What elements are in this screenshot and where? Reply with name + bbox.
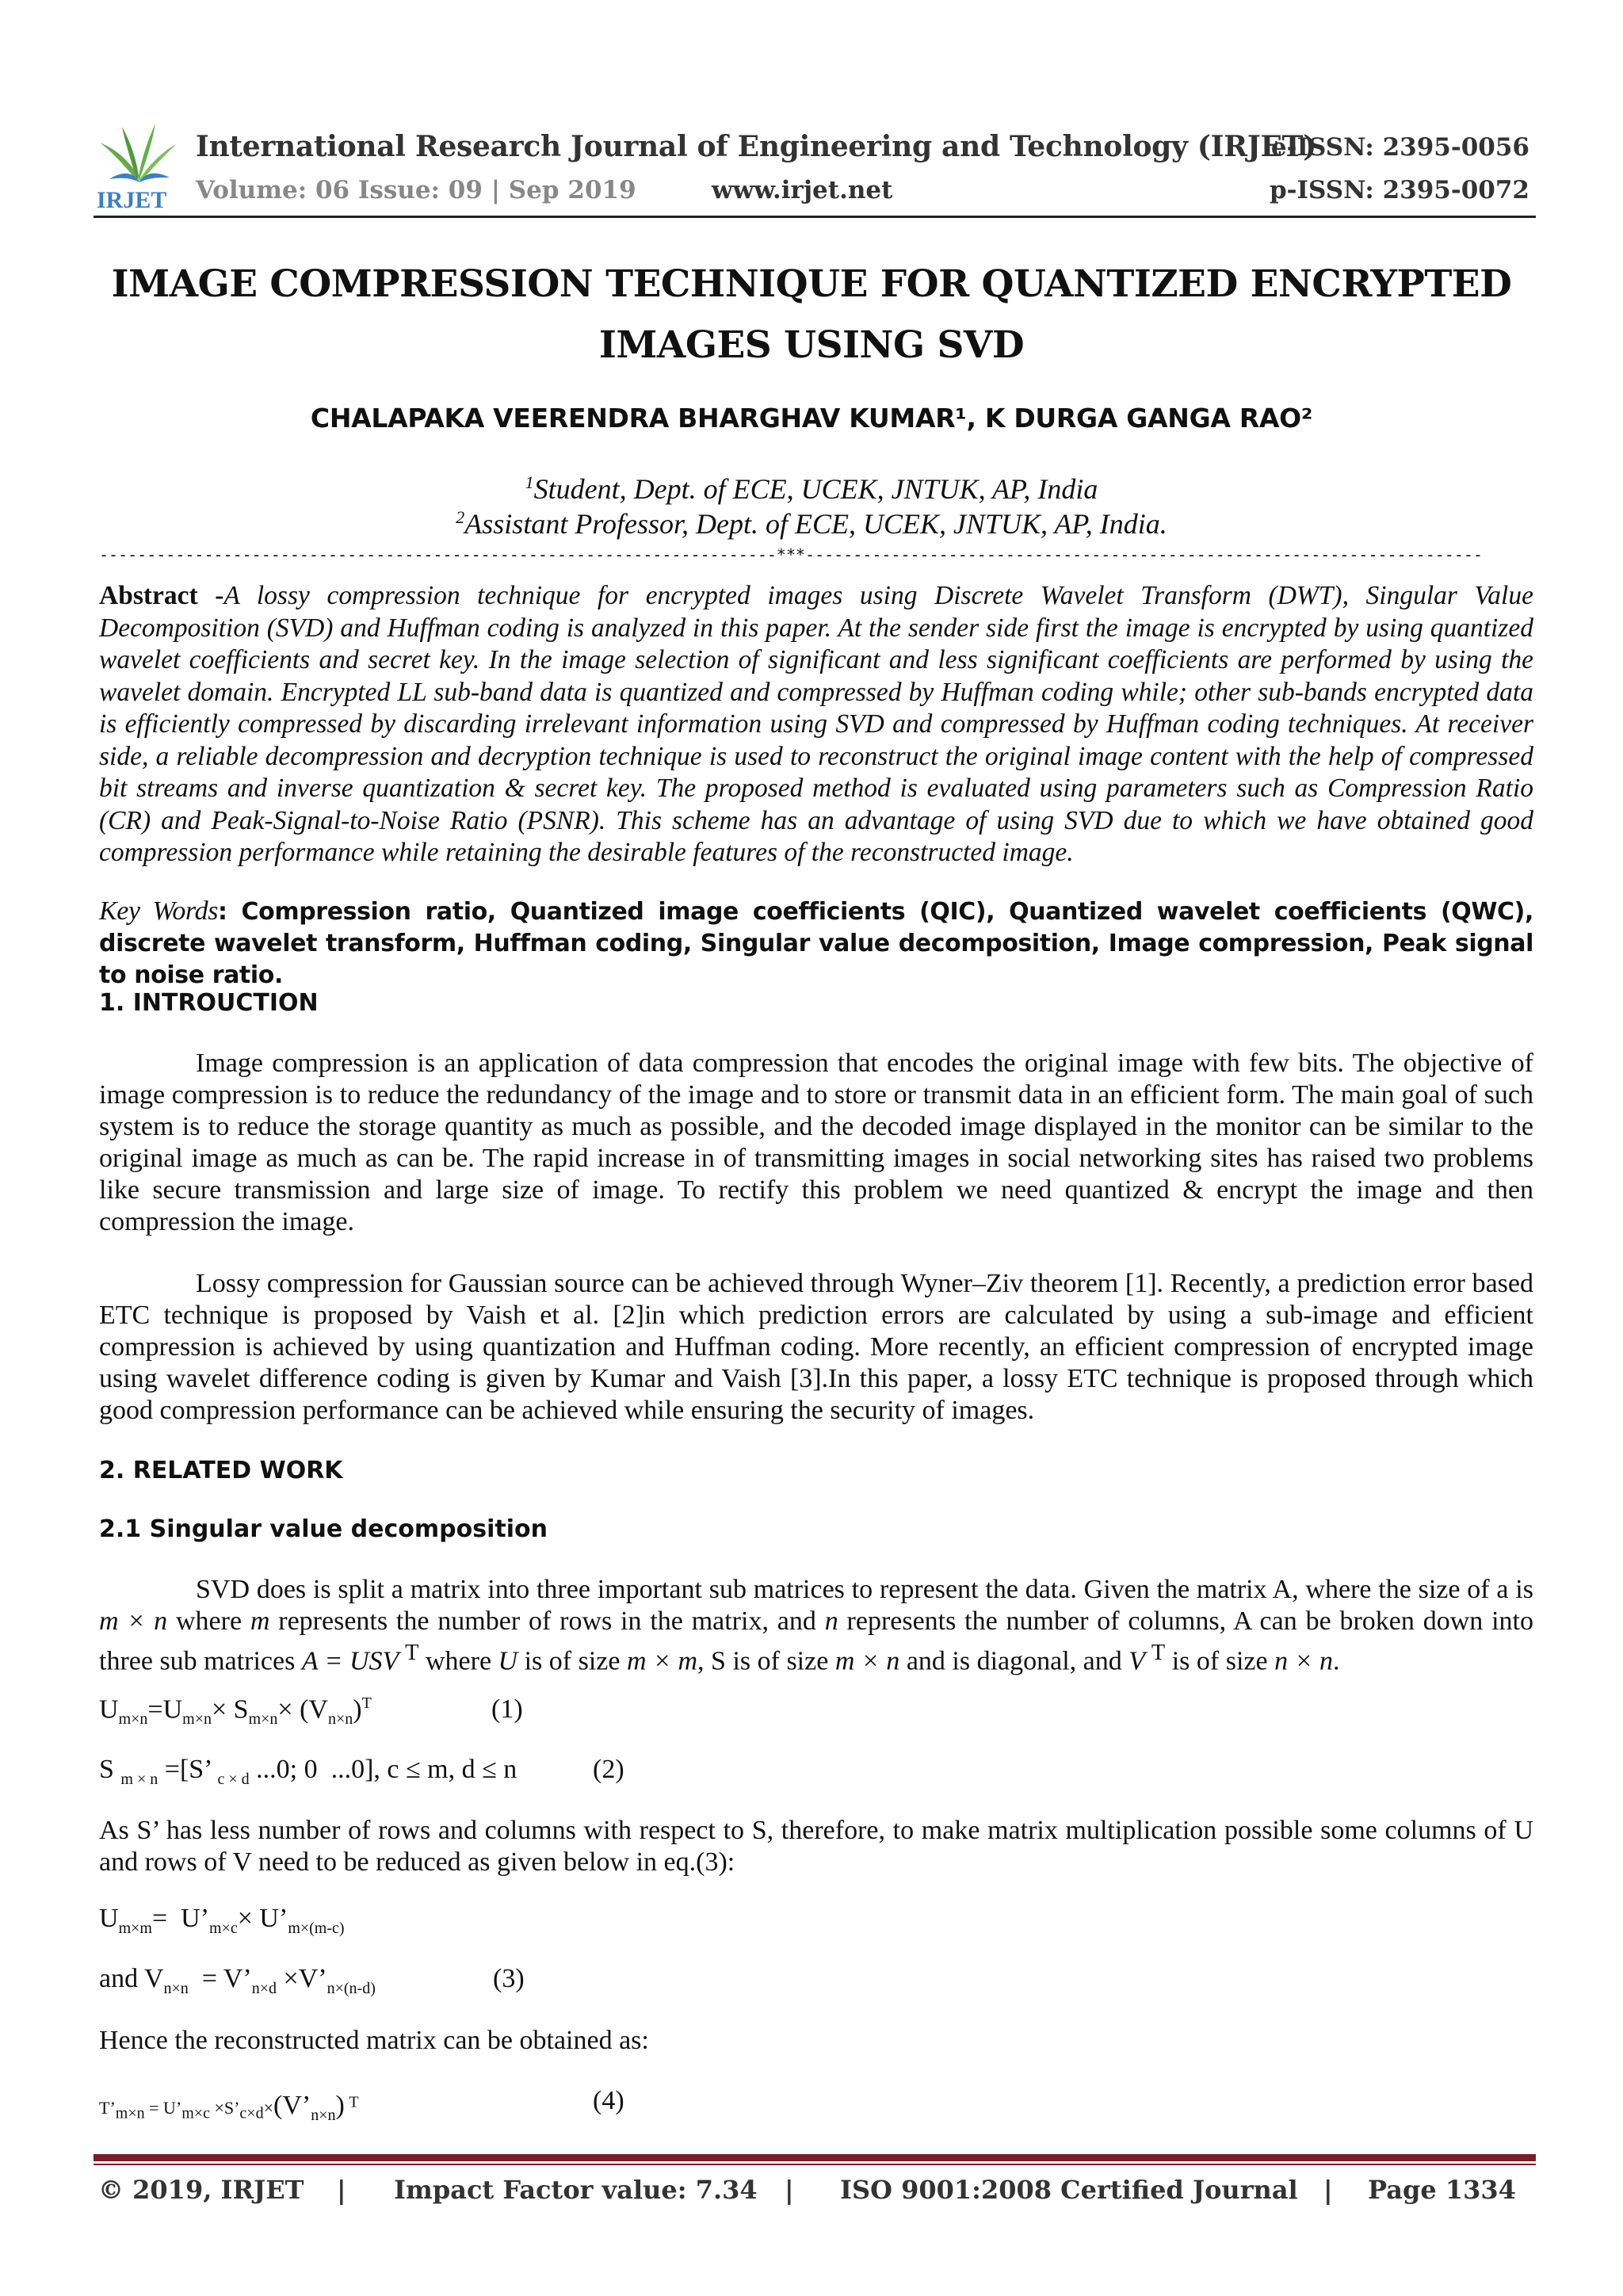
affiliation-1: $^1$Student, Dept. of ECE, UCEK, JNTUK, AP, India (525, 472, 1098, 505)
reconstruction-sentence: Hence the reconstructed matrix can be obtained as: (99, 2026, 649, 2055)
footer-separator: | (785, 2175, 794, 2205)
section-heading-introduction: 1. INTROUCTION (99, 989, 319, 1017)
footer-rule (94, 2154, 1536, 2161)
abstract-label: Abstract - (99, 581, 224, 610)
abstract-separator: -----------------------------------------------------------------------***----------------------------------------------------------------------- (99, 545, 1483, 564)
intro-paragraph-2: Lossy compression for Gaussian source can be achieved through Wyner–Ziv theorem [1]. Recently, a prediction error based ETC technique is proposed by Vaish et al. [2]in which prediction errors are calculated by using a sub-image and efficient compression is achieved by using quantization and Huffman coding. More recently, an efficient compression of encrypted image using wavelet difference coding is given by Kumar and Vaish [3].In this paper, a lossy ETC technique is proposed through which good compression performance can be achieved while ensuring the security of images. (99, 1269, 1533, 1425)
footer-copyright: © 2019, IRJET (98, 2175, 304, 2205)
equation-3a: $U_{m\times m}=$ $U’_{m\times c}\times$ $U’_{m\times(m-c)}$ (99, 1904, 345, 1937)
equation-3-number: (3) (493, 1964, 525, 1993)
authors: CHALAPAKA VEERENDRA BHARGHAV KUMAR¹, K DURGA GANGA RAO² (310, 403, 1313, 434)
abstract (99, 580, 1533, 869)
equation-2-number: (2) (593, 1755, 624, 1784)
footer-page-number: Page 1334 (1368, 2175, 1516, 2205)
footer-iso: ISO 9001:2008 Certified Journal (840, 2175, 1298, 2205)
logo-text: IRJET (97, 187, 167, 212)
equation-4: $T’_{m\times n}$ = $U’_{m\times c}$ $\times S’_{c\times d}\times(V’_{n\times n})$ $^T$ (99, 2091, 359, 2124)
equation-4-number: (4) (593, 2086, 624, 2115)
section-heading-related-work: 2. RELATED WORK (99, 1457, 343, 1484)
reduction-paragraph: As S’ has less number of rows and columns with respect to S, therefore, to make matrix multiplication possible some columns of U and rows of V need to be reduced as given below in eq.(3): (99, 1816, 1533, 1877)
equation-1: $U_{m\times n}=U_{m\times n}\times S_{m\times n}\times (V_{n\times n})^T$ (99, 1694, 372, 1729)
journal-website-link[interactable]: www.irjet.net (712, 176, 893, 204)
p-issn: p-ISSN: 2395-0072 (1269, 176, 1529, 204)
equation-3b: and $V_{n\times n}$ = $V’_{n\times d}$ $\times V’_{n\times(n-d)}$ (99, 1964, 376, 1997)
keywords (99, 896, 1533, 991)
keywords-label: Key Words (99, 896, 219, 926)
equation-1-number: (1) (491, 1694, 523, 1724)
footer-separator: | (337, 2175, 346, 2205)
intro-paragraph-1: Image compression is an application of data compression that encodes the original image with few bits. The objective of image compression is to reduce the redundancy of the image and to store or transmit data in an efficient form. The main goal of such system is to reduce the storage quantity as much as possible, and the decoded image displayed in the monitor can be similar to the original image as much as can be. The rapid increase in of transmitting images in social networking sites has raised two problems like secure transmission and large size of image. To rectify this problem we need quantized & encrypt the image and then compression the image. (99, 1049, 1533, 1236)
title-line-2: IMAGES USING SVD (598, 323, 1025, 367)
svd-paragraph: SVD does is split a matrix into three important sub matrices to represent the data. Given the matrix A, where the size of a is m × n where m represents the number of rows in the matrix, and n represents the number of columns, A can be broken down into three sub matrices A = USV $^T$ where U is of size m × m, S is of size m × n and is diagonal, and V $^T$ is of size n × n. (99, 1575, 1533, 1676)
irjet-logo (94, 119, 181, 212)
equation-2: S $_{m \times n}$ =[S’ $_{c \times d}$ ...0; 0 ...0], c ≤ m, d ≤ n (99, 1755, 517, 1788)
footer-impact-factor: Impact Factor value: 7.34 (394, 2175, 758, 2205)
paper-title (95, 254, 1528, 376)
footer-rule-thin (94, 2164, 1536, 2165)
keywords-text: : Compression ratio, Quantized image coefficients (QIC), Quantized wavelet coefficients (QWC), discrete wavelet transform, Huffman coding, Singular value decomposition, Image compression, Peak signal to noise ratio. (99, 898, 1533, 989)
title-line-1: IMAGE COMPRESSION TECHNIQUE FOR QUANTIZED ENCRYPTED (111, 262, 1512, 306)
header-rule (94, 216, 1536, 218)
subsection-heading-svd: 2.1 Singular value decomposition (99, 1515, 548, 1543)
affiliation-2: $^2$Assistant Professor, Dept. of ECE, UCEK, JNTUK, AP, India. (456, 507, 1167, 540)
e-issn: e-ISSN: 2395-0056 (1270, 133, 1529, 162)
journal-title: International Research Journal of Engineering and Technology (IRJET) (196, 130, 1316, 163)
volume-issue: Volume: 06 Issue: 09 | Sep 2019 (196, 176, 636, 204)
abstract-text: A lossy compression technique for encrypted images using Discrete Wavelet Transform (DWT), Singular Value Decomposition (SVD) and Huffman coding is analyzed in this paper. At the sender side first the image is encrypted by using quantized wavelet coefficients and secret key. In the image selection of significant and less significant coefficients are performed by using the wavelet domain. Encrypted LL sub-band data is quantized and compressed by Huffman coding while; other sub-bands encrypted data is efficiently compressed by discarding irrelevant information using SVD and compressed by Huffman coding techniques. At receiver side, a reliable decompression and decryption technique is used to reconstruct the original image content with the help of compressed bit streams and inverse quantization & secret key. The proposed method is evaluated using parameters such as Compression Ratio (CR) and Peak-Signal-to-Noise Ratio (PSNR). This scheme has an advantage of using SVD due to which we have obtained good compression performance while retaining the desirable features of the reconstructed image. (99, 581, 1533, 867)
footer-separator: | (1323, 2175, 1333, 2205)
